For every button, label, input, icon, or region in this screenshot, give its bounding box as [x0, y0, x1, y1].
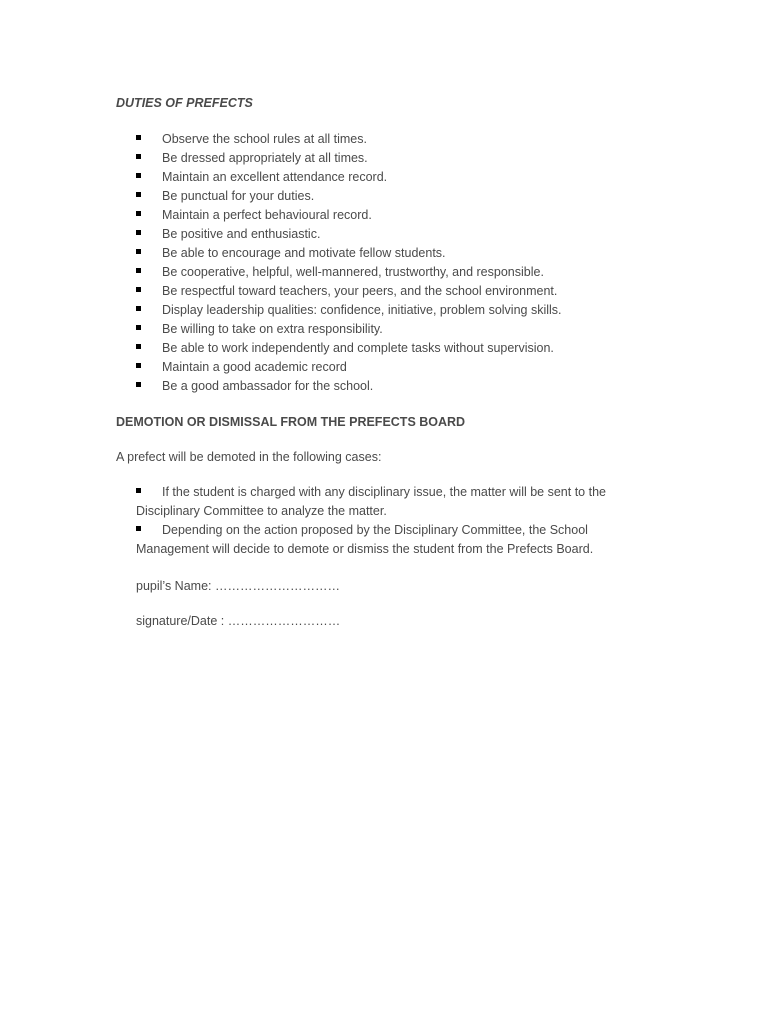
list-item	[136, 483, 616, 521]
bullet-icon	[136, 192, 141, 197]
list-item	[136, 187, 562, 206]
bullet-icon	[136, 382, 141, 387]
pupil-name-field: pupil’s Name: …………………………	[136, 579, 340, 593]
case-text: If the student is charged with any disciplinary issue, the matter will be sent to the Disciplinary Committee to analyze the matter.	[136, 485, 606, 518]
duty-text: Be willing to take on extra responsibility.	[162, 322, 383, 336]
demotion-cases-list	[136, 483, 616, 559]
duty-text: Be able to work independently and complete tasks without supervision.	[162, 341, 554, 355]
demotion-intro: A prefect will be demoted in the following cases:	[116, 450, 382, 464]
list-item	[136, 320, 562, 339]
list-item	[136, 225, 562, 244]
duty-text: Be able to encourage and motivate fellow students.	[162, 246, 446, 260]
bullet-icon	[136, 211, 141, 216]
duty-text: Be positive and enthusiastic.	[162, 227, 321, 241]
bullet-icon	[136, 154, 141, 159]
duty-text: Be dressed appropriately at all times.	[162, 151, 368, 165]
list-item	[136, 244, 562, 263]
list-item	[136, 149, 562, 168]
bullet-icon	[136, 173, 141, 178]
bullet-icon	[136, 287, 141, 292]
list-item	[136, 377, 562, 396]
bullet-icon	[136, 249, 141, 254]
duty-text: Maintain a perfect behavioural record.	[162, 208, 372, 222]
bullet-icon	[136, 268, 141, 273]
list-item	[136, 263, 562, 282]
list-item	[136, 358, 562, 377]
duty-text: Maintain a good academic record	[162, 360, 347, 374]
list-item	[136, 168, 562, 187]
demotion-heading: DEMOTION OR DISMISSAL FROM THE PREFECTS BOARD	[116, 415, 466, 429]
duty-text: Be cooperative, helpful, well-mannered, trustworthy, and responsible.	[162, 265, 544, 279]
bullet-icon	[136, 488, 141, 493]
duty-text: Be respectful toward teachers, your peers, and the school environment.	[162, 284, 558, 298]
duty-text: Be punctual for your duties.	[162, 189, 315, 203]
duties-list	[136, 130, 562, 396]
signature-date-field: signature/Date : ………………………	[136, 614, 341, 628]
list-item	[136, 521, 616, 559]
bullet-icon	[136, 230, 141, 235]
list-item	[136, 206, 562, 225]
duties-heading: DUTIES OF PREFECTS	[116, 96, 253, 110]
list-item	[136, 130, 562, 149]
bullet-icon	[136, 306, 141, 311]
case-text: Depending on the action proposed by the Disciplinary Committee, the School Management will decide to demote or dismiss the student from the Prefects Board.	[136, 523, 594, 556]
bullet-icon	[136, 325, 141, 330]
bullet-icon	[136, 363, 141, 368]
bullet-icon	[136, 526, 141, 531]
duty-text: Observe the school rules at all times.	[162, 132, 367, 146]
bullet-icon	[136, 344, 141, 349]
list-item	[136, 339, 562, 358]
duty-text: Maintain an excellent attendance record.	[162, 170, 388, 184]
list-item	[136, 301, 562, 320]
bullet-icon	[136, 135, 141, 140]
list-item	[136, 282, 562, 301]
duty-text: Display leadership qualities: confidence, initiative, problem solving skills.	[162, 303, 562, 317]
duty-text: Be a good ambassador for the school.	[162, 379, 374, 393]
